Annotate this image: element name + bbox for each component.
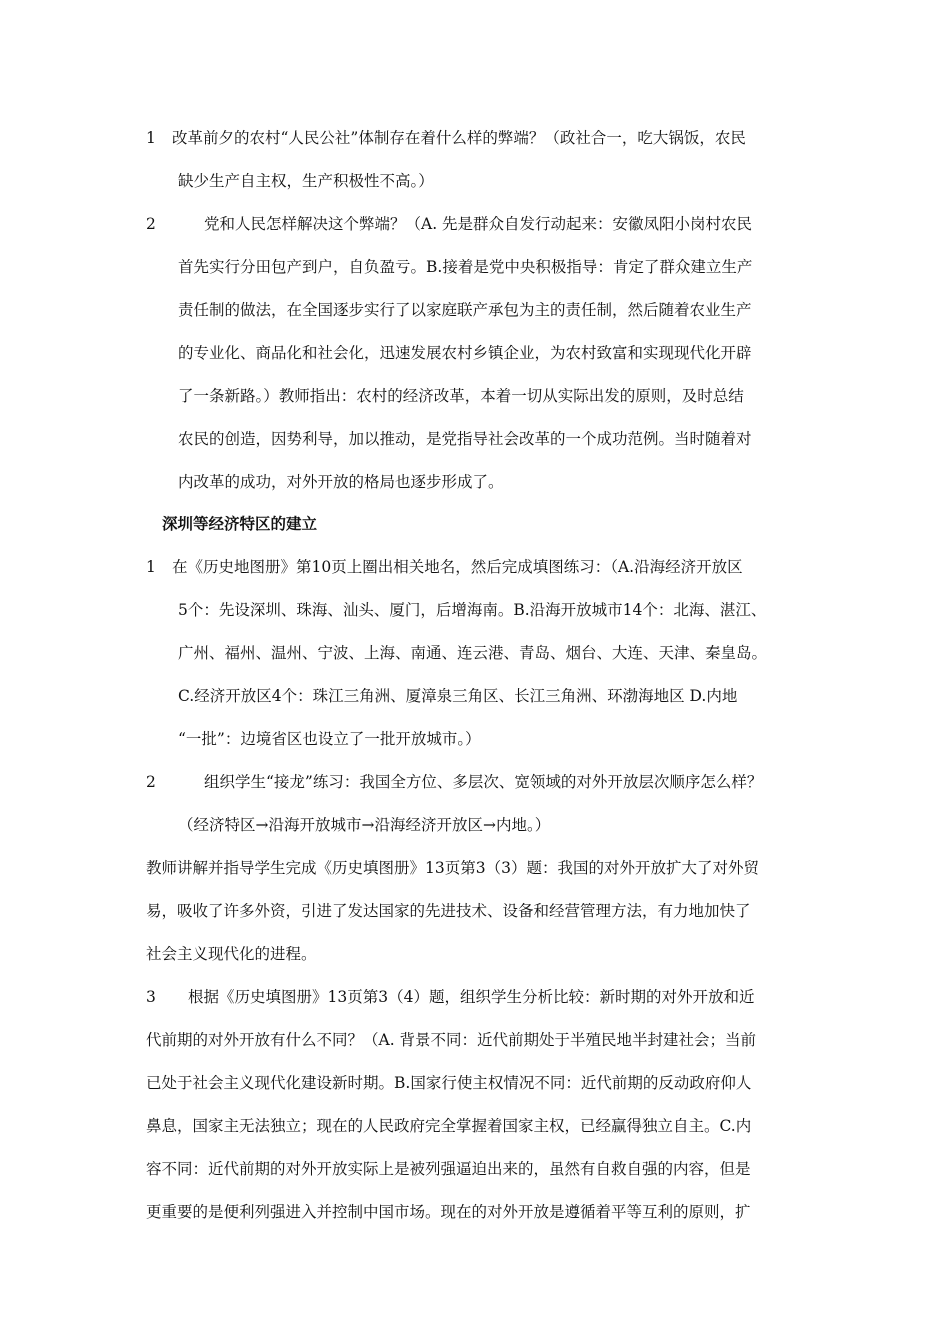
paragraph-line: 改革前夕的农村“人民公社”体制存在着什么样的弊端？（政社合一，吃大锅饭，农民 — [172, 129, 746, 147]
paragraph-line: （经济特区→沿海开放城市→沿海经济开放区→内地。） — [178, 816, 551, 834]
section-heading: 深圳等经济特区的建立 — [162, 515, 318, 533]
item-number: 1 — [146, 558, 156, 576]
paragraph-line: 已处于社会主义现代化建设新时期。B.国家行使主权情况不同：近代前期的反动政府仰人 — [146, 1074, 752, 1092]
item-number: 2 — [146, 215, 156, 233]
paragraph-line: 5个：先设深圳、珠海、汕头、厦门，后增海南。B.沿海开放城市14个：北海、湛江、 — [178, 601, 767, 619]
paragraph-line: 代前期的对外开放有什么不同？（A. 背景不同：近代前期处于半殖民地半封建社会；当前 — [146, 1031, 757, 1049]
paragraph-line: 易，吸收了许多外资，引进了发达国家的先进技术、设备和经营管理方法，有力地加快了 — [146, 902, 751, 920]
paragraph-line: 根据《历史填图册》13页第3（4）题，组织学生分析比较：新时期的对外开放和近 — [188, 988, 755, 1006]
paragraph-line: 组织学生“接龙”练习：我国全方位、多层次、宽领域的对外开放层次顺序怎么样？ — [204, 773, 763, 791]
paragraph-line: 更重要的是便利列强进入并控制中国市场。现在的对外开放是遵循着平等互利的原则，扩 — [146, 1203, 751, 1221]
paragraph-line: 了一条新路。）教师指出：农村的经济改革，本着一切从实际出发的原则，及时总结 — [178, 387, 744, 405]
item-number: 3 — [146, 988, 156, 1006]
item-number: 1 — [146, 129, 156, 147]
paragraph-line: 容不同：近代前期的对外开放实际上是被列强逼迫出来的，虽然有自救自强的内容，但是 — [146, 1160, 751, 1178]
paragraph-line: 的专业化、商品化和社会化，迅速发展农村乡镇企业，为农村致富和实现现代化开辟 — [178, 344, 752, 362]
paragraph-line: 农民的创造，因势利导，加以推动，是党指导社会改革的一个成功范例。当时随着对 — [178, 430, 752, 448]
paragraph-line: 在《历史地图册》第10页上圈出相关地名，然后完成填图练习：（A.沿海经济开放区 — [172, 558, 743, 576]
paragraph-line: 首先实行分田包产到户，自负盈亏。B.接着是党中央积极指导：肯定了群众建立生产 — [178, 258, 753, 276]
item-number: 2 — [146, 773, 156, 791]
paragraph-line: 缺少生产自主权，生产积极性不高。） — [178, 172, 434, 190]
paragraph-line: 党和人民怎样解决这个弊端？（A. 先是群众自发行动起来：安徽凤阳小岗村农民 — [204, 215, 753, 233]
paragraph-line: 社会主义现代化的进程。 — [146, 945, 317, 963]
paragraph-line: 内改革的成功，对外开放的格局也逐步形成了。 — [178, 473, 504, 491]
paragraph-line: C.经济开放区4个：珠江三角洲、厦漳泉三角区、长江三角洲、环渤海地区 D.内地 — [178, 687, 738, 705]
paragraph-line: “一批”：边境省区也设立了一批开放城市。） — [178, 730, 481, 748]
paragraph-line: 责任制的做法，在全国逐步实行了以家庭联产承包为主的责任制，然后随着农业生产 — [178, 301, 752, 319]
paragraph-line: 广州、福州、温州、宁波、上海、南通、连云港、青岛、烟台、大连、天津、秦皇岛。 — [178, 644, 768, 662]
paragraph-line: 教师讲解并指导学生完成《历史填图册》13页第3（3）题：我国的对外开放扩大了对外贸 — [146, 859, 759, 877]
paragraph-line: 鼻息，国家主无法独立；现在的人民政府完全掌握着国家主权，已经赢得独立自主。C.内 — [146, 1117, 752, 1135]
